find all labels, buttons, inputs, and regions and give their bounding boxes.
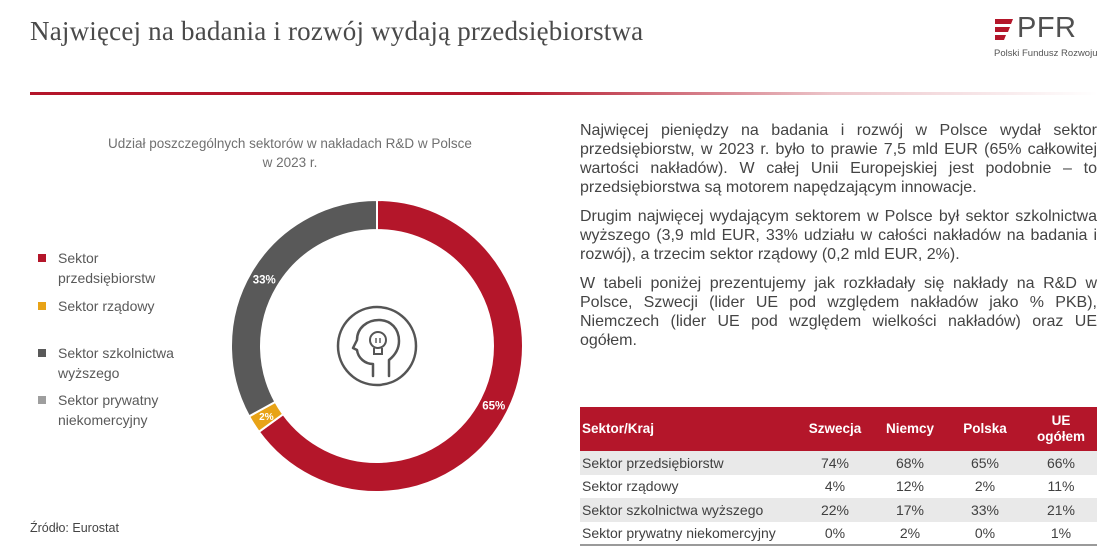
table-cell: 74% — [795, 451, 875, 475]
chart-title-line: w 2023 r. — [262, 155, 318, 170]
paragraph-2: Drugim najwięcej wydającym sektorem w Polsce był sektor szkolnictwa wyższego (3,9 mld EUR, 33% udziału w całości nakładów na badania i rozwój), a trzecim sektor rządowy (0,2 mld EUR, 2%). — [580, 208, 1097, 263]
column-header: Szwecja — [795, 407, 875, 451]
legend-swatch — [38, 349, 46, 357]
table-header-row — [580, 407, 1097, 451]
table-cell: 0% — [795, 522, 875, 546]
legend-label-line: niekomercyjny — [58, 412, 148, 428]
column-header: Polska — [945, 407, 1025, 451]
legend-label-line: Sektor — [58, 250, 99, 266]
donut-slices — [231, 200, 523, 492]
table-cell: Sektor szkolnictwa wyższego — [580, 498, 795, 522]
rd-comparison-table — [580, 407, 1097, 546]
table-cell: 22% — [795, 498, 875, 522]
paragraph-3: W tabeli poniżej prezentujemy jak rozkładały się nakłady na R&D w Polsce, Szwecji (lider UE pod względem nakładów jako % PKB), Niemczech (lider UE pod względem wielkości nakładów) oraz UE ogółem. — [580, 275, 1097, 349]
table-cell: 1% — [1025, 522, 1097, 546]
table-cell: 2% — [974, 478, 996, 495]
source-note: Źródło: Eurostat — [30, 521, 119, 535]
table-cell: 65% — [945, 451, 1025, 475]
donut-data-label-przedsiebiorstw: 65% — [482, 400, 506, 413]
donut-data-label-rzadowy: 2% — [259, 412, 274, 424]
head-lightbulb-icon — [338, 307, 416, 385]
legend-swatch — [38, 254, 46, 262]
legend-swatch — [38, 302, 46, 310]
legend-label — [58, 296, 218, 316]
table-cell: 12% — [895, 478, 925, 495]
legend-label-line: przedsiębiorstw — [58, 270, 156, 286]
table-cell: 17% — [875, 498, 945, 522]
logo-subtitle: Polski Fundusz Rozwoju — [994, 48, 1098, 59]
table-cell: Sektor przedsiębiorstw — [580, 451, 795, 475]
header-divider — [30, 92, 1098, 95]
pfr-logo-mark-icon — [993, 16, 1015, 44]
table-cell: 11% — [1047, 478, 1075, 495]
table-cell: Sektor rządowy — [582, 478, 679, 495]
page-title: Najwięcej na badania i rozwój wydają przedsiębiorstwa — [30, 16, 644, 46]
table-cell: 4% — [824, 478, 846, 495]
donut-slice-szkolnictwa — [231, 200, 377, 416]
legend-swatch — [38, 396, 46, 404]
legend-label — [58, 343, 218, 383]
legend-label-line: Sektor prywatny — [58, 392, 159, 408]
legend-label-line: Sektor szkolnictwa — [58, 345, 174, 361]
pfr-logo — [993, 14, 1103, 60]
legend-label-line: Sektor rządowy — [58, 298, 155, 314]
legend-label — [58, 248, 218, 288]
table-cell: 0% — [945, 522, 1025, 546]
donut-data-label-szkolnictwa: 33% — [252, 274, 276, 287]
table-cell: 21% — [1025, 498, 1097, 522]
column-header: Niemcy — [875, 407, 945, 451]
table-cell: 2% — [875, 522, 945, 546]
legend-label-line: wyższego — [58, 365, 120, 381]
table-cell: 68% — [875, 451, 945, 475]
table-row — [580, 498, 1097, 522]
column-header: Sektor/Kraj — [580, 407, 795, 451]
paragraph-1: Najwięcej pieniędzy na badania i rozwój w Polsce wydał sektor przedsiębiorstw, w 2023 r. było to prawie 7,5 mld EUR (65% całkowitej wartości nakładów). W całej Unii Europejskiej jest podobnie – to przedsiębiorstwa są motorem napędzającym innowacje. — [580, 122, 1097, 196]
logo-text: PFR — [1017, 12, 1077, 44]
table-row — [580, 451, 1097, 475]
table-row — [580, 522, 1097, 546]
table-cell: 66% — [1025, 451, 1097, 475]
table-cell: 33% — [945, 498, 1025, 522]
column-header: UE ogółem — [1025, 407, 1097, 451]
chart-title — [80, 134, 500, 172]
donut-chart — [227, 196, 527, 496]
table-row — [580, 475, 1097, 499]
table-cell: Sektor prywatny niekomercyjny — [580, 522, 795, 546]
chart-title-line: Udział poszczególnych sektorów w nakładach R&D w Polsce — [108, 136, 472, 151]
legend-label — [58, 390, 218, 430]
description-text — [580, 121, 1097, 360]
